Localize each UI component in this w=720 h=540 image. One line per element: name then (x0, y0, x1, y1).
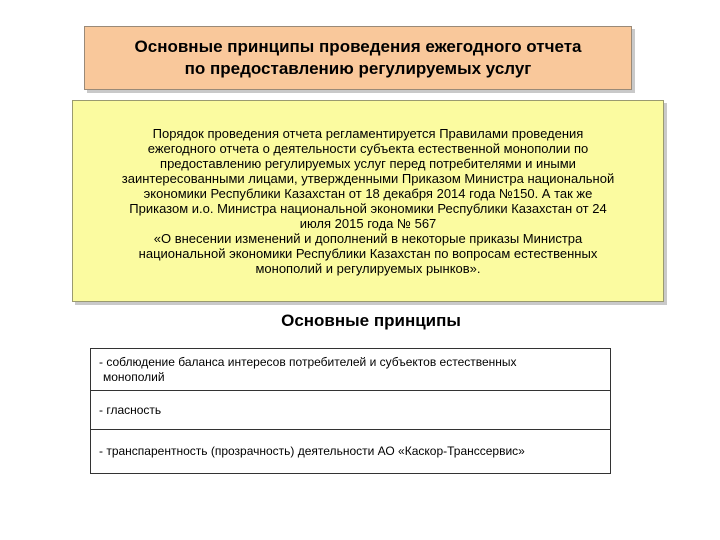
title-line: по предоставлению регулируемых услуг (184, 59, 532, 78)
principles-heading: Основные принципы (281, 311, 461, 330)
body-text-line: ежегодного отчета о деятельности субъекта естественной монополии по (147, 141, 589, 156)
principle-item-publicity (91, 391, 610, 430)
principle-item-transparency (91, 430, 610, 473)
body-text-line: Приказом и.о. Министра национальной экономики Республики Казахстан от 24 (129, 201, 607, 216)
body-text-line: экономики Республики Казахстан от 18 декабря 2014 года №150. А так же (143, 186, 593, 201)
principles-list (90, 348, 611, 474)
body-text-line: Порядок проведения отчета регламентируется Правилами проведения (152, 126, 584, 141)
principle-text: - соблюдение баланса интересов потребителей и субъектов естественных (99, 354, 517, 369)
principle-text: - гласность (99, 402, 162, 417)
principle-item-balance (91, 349, 610, 391)
body-text-line: заинтересованными лицами, утвержденными Приказом Министра национальной (121, 171, 615, 186)
title-line: Основные принципы проведения ежегодного отчета (134, 37, 582, 56)
body-text-line: «О внесении изменений и дополнений в некоторые приказы Министра (153, 231, 583, 246)
principle-text-continued: монополий (103, 369, 165, 384)
body-text-line: предоставлению регулируемых услуг перед потребителями и иными (160, 156, 576, 171)
title-box (84, 26, 632, 90)
regulation-text-box (72, 100, 664, 302)
body-text-line: монополий и регулируемых рынков». (255, 261, 481, 276)
body-text-line: национальной экономики Республики Казахстан по вопросам естественных (138, 246, 598, 261)
body-text-line: июля 2015 года № 567 (299, 216, 437, 231)
principle-text: - транспарентность (прозрачность) деятельности АО «Каскор-Транссервис» (99, 444, 525, 458)
